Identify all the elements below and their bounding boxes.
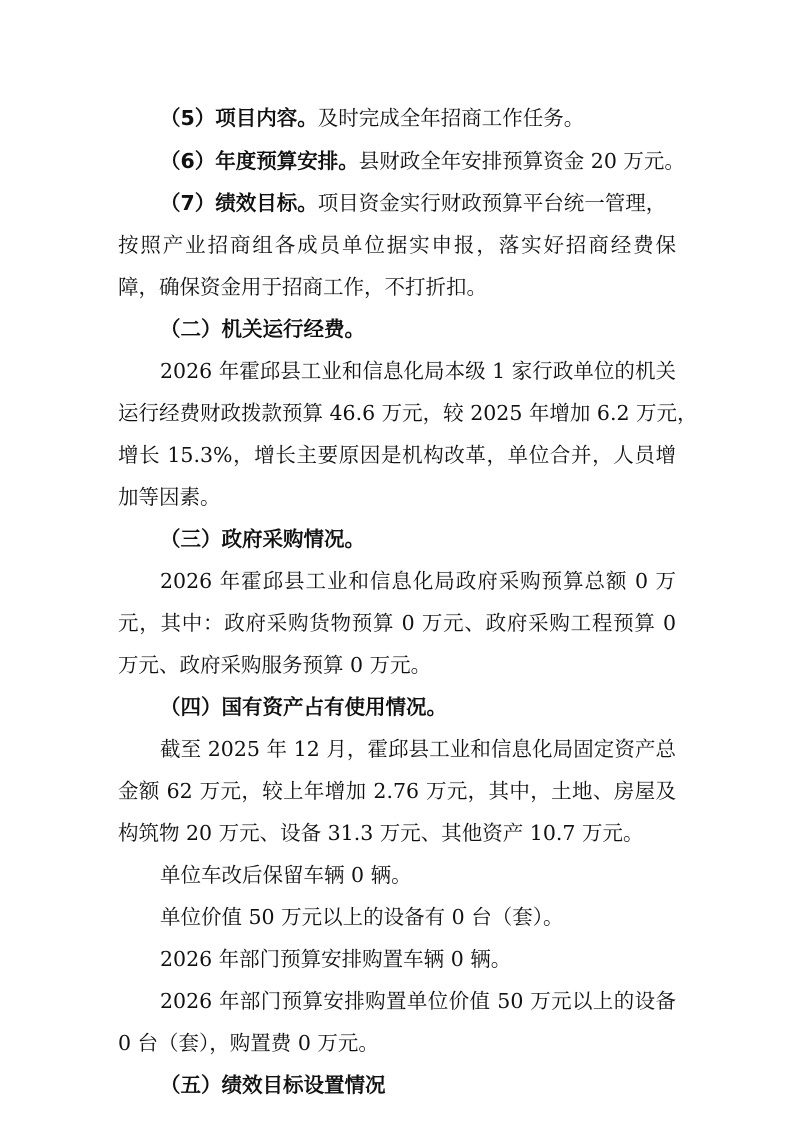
item-7-heading: （7）绩效目标。: [160, 191, 318, 215]
paragraph-item-6: [160, 151, 685, 172]
section-heading-5: （五）绩效目标设置情况: [160, 1073, 386, 1097]
text-line: 截至 2025 年 12 月，霍邱县工业和信息化局固定资产总: [160, 737, 676, 761]
text-line: 运行经费财政拨款预算 46.6 万元，较 2025 年增加 6.2 万元，: [118, 401, 698, 425]
text-line: 增长 15.3%，增长主要原因是机构改革，单位合并，人员增: [118, 443, 676, 467]
section-heading-4: （四）国有资产占有使用情况。: [160, 695, 447, 719]
text-line: 加等因素。: [118, 485, 221, 509]
text-line: 构筑物 20 万元、设备 31.3 万元、其他资产 10.7 万元。: [118, 821, 644, 845]
text-line: 障，确保资金用于招商工作，不打折扣。: [118, 275, 487, 299]
text-line: 2026 年部门预算安排购置车辆 0 辆。: [160, 947, 512, 971]
item-6-heading: （6）年度预算安排。: [160, 149, 359, 173]
text-line: 元，其中：政府采购货物预算 0 万元、政府采购工程预算 0: [118, 611, 676, 635]
text-line: 单位车改后保留车辆 0 辆。: [160, 863, 412, 887]
item-6-text: 县财政全年安排预算资金 20 万元。: [358, 149, 685, 173]
section-heading-2: （二）机关运行经费。: [160, 317, 365, 341]
item-5-text: 及时完成全年招商工作任务。: [317, 106, 585, 130]
paragraph-item-5: [160, 108, 584, 129]
text-line: 单位价值 50 万元以上的设备有 0 台（套）。: [160, 905, 564, 929]
section-heading-3: （三）政府采购情况。: [160, 527, 365, 551]
item-5-heading: （5）项目内容。: [160, 106, 318, 130]
paragraph-item-7: [160, 193, 666, 214]
text-line: 按照产业招商组各成员单位据实申报，落实好招商经费保: [118, 233, 676, 257]
text-line: 0 台（套），购置费 0 万元。: [118, 1031, 379, 1055]
text-line: 2026 年霍邱县工业和信息化局政府采购预算总额 0 万: [160, 569, 676, 593]
item-7-text: 项目资金实行财政预算平台统一管理，: [317, 191, 667, 215]
text-line: 2026 年部门预算安排购置单位价值 50 万元以上的设备: [160, 989, 676, 1013]
text-line: 金额 62 万元，较上年增加 2.76 万元，其中，土地、房屋及: [118, 779, 676, 803]
text-line: 2026 年霍邱县工业和信息化局本级 1 家行政单位的机关: [160, 359, 676, 383]
text-line: 万元、政府采购服务预算 0 万元。: [118, 653, 432, 677]
